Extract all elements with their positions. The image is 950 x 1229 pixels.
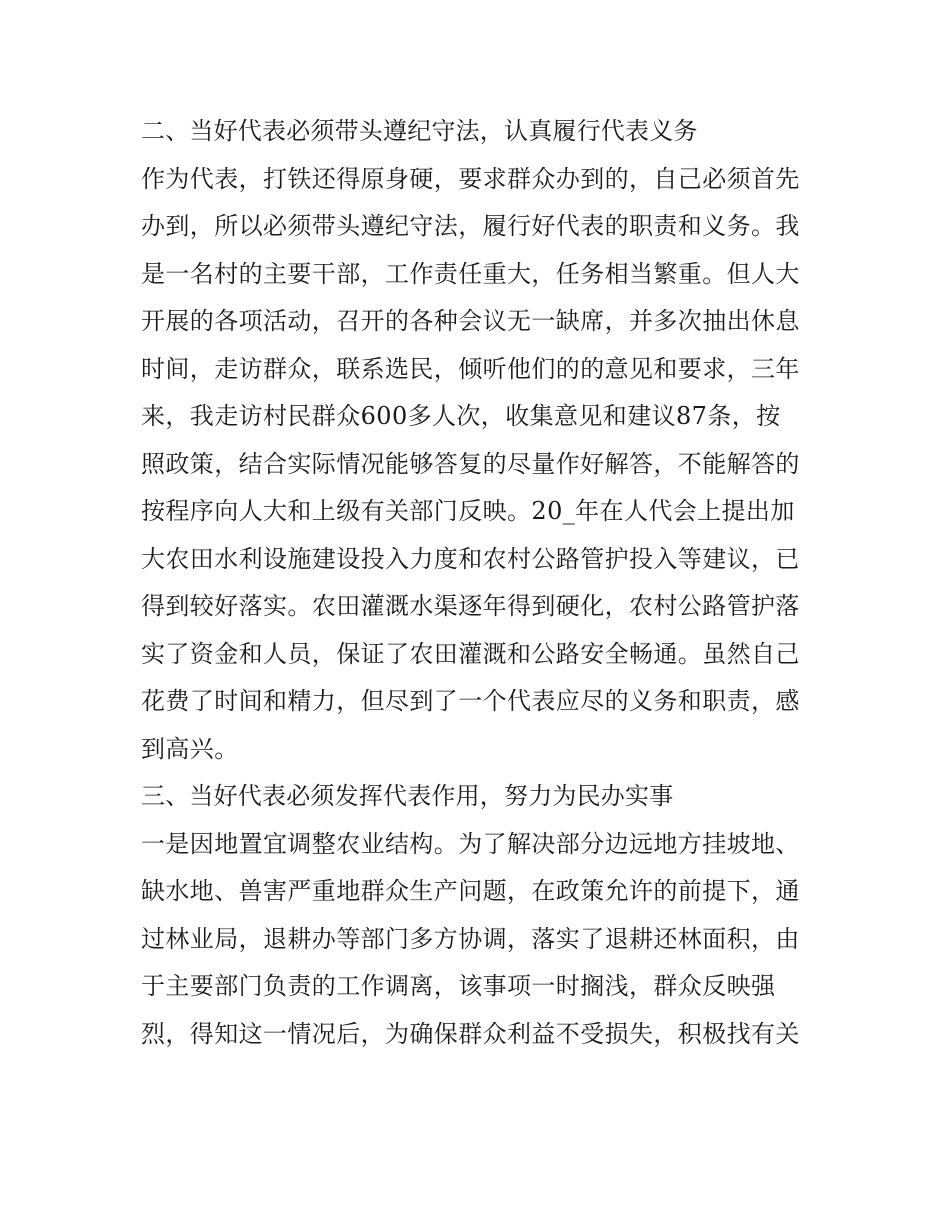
section-heading: 三、当好代表必须发挥代表作用，努力为民办实事 xyxy=(141,782,674,810)
paragraph-line: 得到较好落实。农田灌溉水渠逐年得到硬化，农村公路管护落 xyxy=(141,592,800,620)
paragraph-line: 照政策，结合实际情况能够答复的尽量作好解答，不能解答的 xyxy=(141,449,800,478)
paragraph-line: 时间，走访群众，联系选民，倾听他们的的意见和要求，三年 xyxy=(141,354,800,383)
paragraph-line: 作为代表，打铁还得原身硬，要求群众办到的，自己必须首先 xyxy=(141,164,800,193)
paragraph-line: 按程序向人大和上级有关部门反映。20_年在人代会上提出加 xyxy=(141,497,795,525)
paragraph-line: 到高兴。 xyxy=(141,734,239,763)
paragraph-line: 办到，所以必须带头遵纪守法，履行好代表的职责和义务。我 xyxy=(141,212,800,240)
paragraph-line: 缺水地、兽害严重地群众生产问题，在政策允许的前提下，通 xyxy=(141,877,800,905)
paragraph-line: 大农田水利设施建设投入力度和农村公路管护投入等建议，已 xyxy=(141,544,800,573)
paragraph-line: 过林业局，退耕办等部门多方协调，落实了退耕还林面积，由 xyxy=(141,924,800,953)
section-heading: 二、当好代表必须带头遵纪守法，认真履行代表义务 xyxy=(141,117,698,145)
paragraph-line: 实了资金和人员，保证了农田灌溉和公路安全畅通。虽然自己 xyxy=(141,639,800,668)
paragraph-line: 一是因地置宜调整农业结构。为了解决部分边远地方挂坡地、 xyxy=(141,829,800,858)
paragraph-line: 花费了时间和精力，但尽到了一个代表应尽的义务和职责，感 xyxy=(141,687,800,715)
paragraph-line: 开展的各项活动，召开的各种会议无一缺席，并多次抽出休息 xyxy=(141,307,800,335)
document-body xyxy=(141,108,821,1058)
paragraph-line: 来，我走访村民群众600多人次，收集意见和建议87条，按 xyxy=(141,402,781,430)
paragraph-line: 是一名村的主要干部，工作责任重大，任务相当繁重。但人大 xyxy=(141,259,800,288)
paragraph-line: 烈，得知这一情况后，为确保群众利益不受损失，积极找有关 xyxy=(141,1019,800,1048)
paragraph-line: 于主要部门负责的工作调离，该事项一时搁浅，群众反映强 xyxy=(141,972,776,1000)
